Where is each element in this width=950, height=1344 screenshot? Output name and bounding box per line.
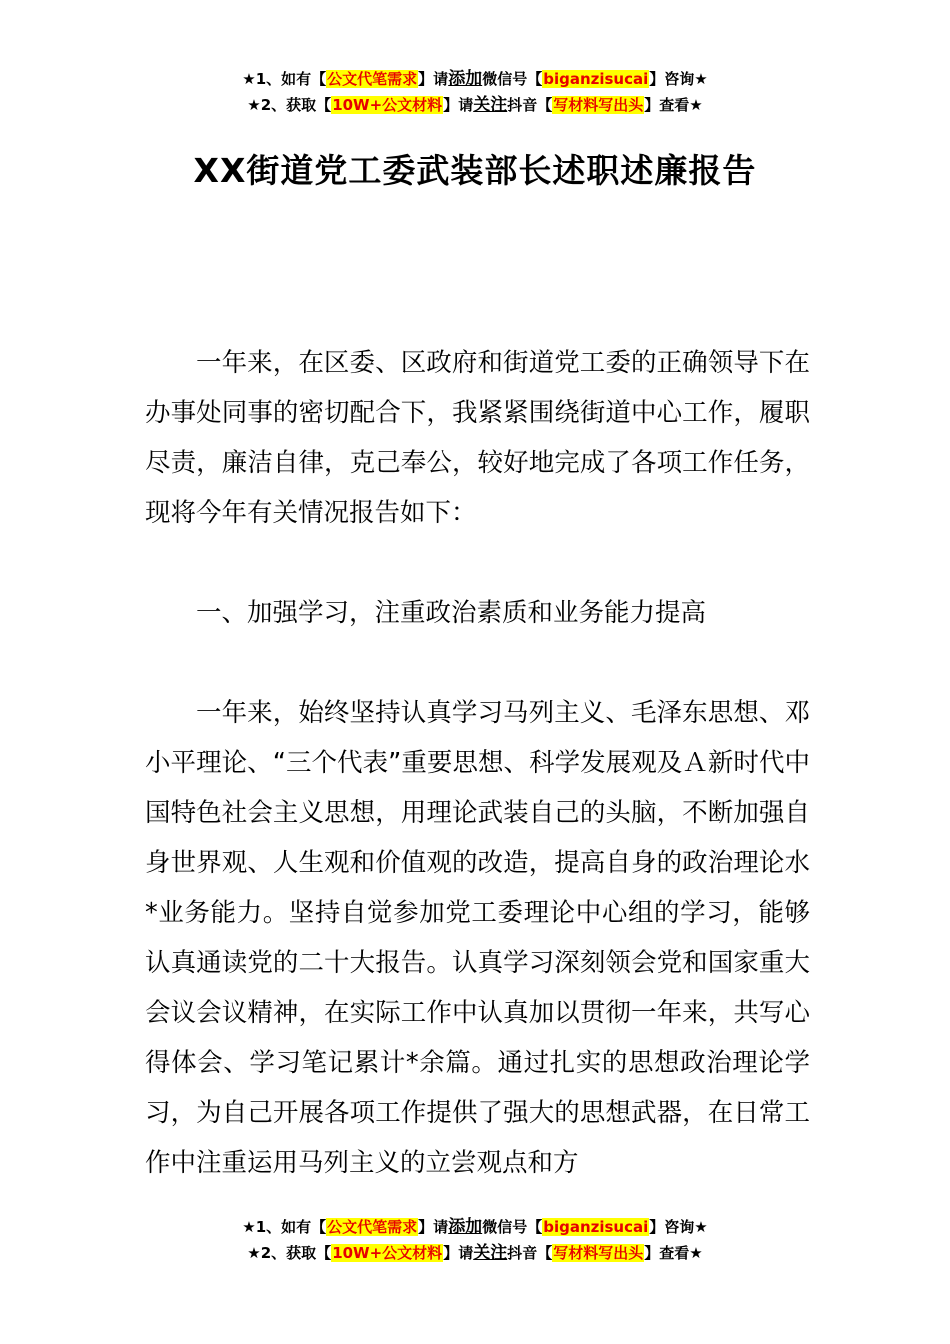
banner-text: ★2、获取【 [247, 96, 332, 114]
emphasis-follow: 关注 [473, 1243, 508, 1263]
header-banner [0, 66, 950, 118]
emphasis-add: 添加 [448, 69, 483, 89]
banner-text: 】查看★ [644, 1244, 703, 1262]
banner-text: 】咨询★ [649, 1218, 708, 1236]
highlight-materials: 10W+公文材料 [332, 1244, 443, 1262]
section-heading-1 [145, 588, 810, 638]
banner-line-2 [0, 1240, 950, 1266]
emphasis-add: 添加 [448, 1217, 483, 1237]
highlight-douyin: 写材料写出头 [553, 1244, 644, 1262]
highlight-douyin: 写材料写出头 [553, 96, 644, 114]
banner-text: 抖音【 [507, 1244, 553, 1262]
banner-text: 】请 [443, 1244, 474, 1262]
paragraph-intro [145, 338, 810, 538]
banner-text: 】查看★ [644, 96, 703, 114]
paragraph-text: 一年来，始终坚持认真学习马列主义、毛泽东思想、邓小平理论、“三个代表”重要思想、科学发展观及Ａ新时代中国特色社会主义思想，用理论武装自己的头脑，不断加强自身世界观、人生观和价值观的改造，提高自身的政治理论水*业务能力。坚持自觉参加党工委理论中心组的学习，能够认真通读党的二十大报告。认真学习深刻领会党和国家重大会议会议精神，在实际工作中认真加以贯彻一年来，共写心得体会、学习笔记累计*余篇。通过扎实的思想政治理论学习，为自己开展各项工作提供了强大的思想武器，在日常工作中注重运用马列主义的立尝观点和方 [145, 698, 810, 1178]
banner-text: ★2、获取【 [247, 1244, 332, 1262]
banner-line-1 [0, 66, 950, 92]
emphasis-follow: 关注 [473, 95, 508, 115]
paragraph-study [145, 688, 810, 1188]
paragraph-text: 一年来，在区委、区政府和街道党工委的正确领导下在办事处同事的密切配合下，我紧紧围绕街道中心工作，履职尽责，廉洁自律，克己奉公，较好地完成了各项工作任务，现将今年有关情况报告如下： [145, 348, 810, 528]
document-title: XX街道党工委武装部长述职述廉报告 [193, 151, 757, 190]
heading-text: 一、加强学习，注重政治素质和业务能力提高 [196, 598, 707, 628]
banner-text: 抖音【 [507, 96, 553, 114]
highlight-wechat-id: biganzisucai [543, 70, 649, 88]
highlight-service: 公文代笔需求 [327, 70, 418, 88]
banner-text: ★1、如有【 [242, 1218, 327, 1236]
banner-text: 】咨询★ [649, 70, 708, 88]
highlight-service: 公文代笔需求 [327, 1218, 418, 1236]
banner-text: 】请 [443, 96, 474, 114]
banner-line-1 [0, 1214, 950, 1240]
banner-text: ★1、如有【 [242, 70, 327, 88]
banner-text: 微信号【 [482, 70, 543, 88]
highlight-wechat-id: biganzisucai [543, 1218, 649, 1236]
banner-text: 微信号【 [482, 1218, 543, 1236]
banner-text: 】请 [418, 1218, 449, 1236]
banner-text: 】请 [418, 70, 449, 88]
highlight-materials: 10W+公文材料 [332, 96, 443, 114]
footer-banner [0, 1214, 950, 1266]
banner-line-2 [0, 92, 950, 118]
